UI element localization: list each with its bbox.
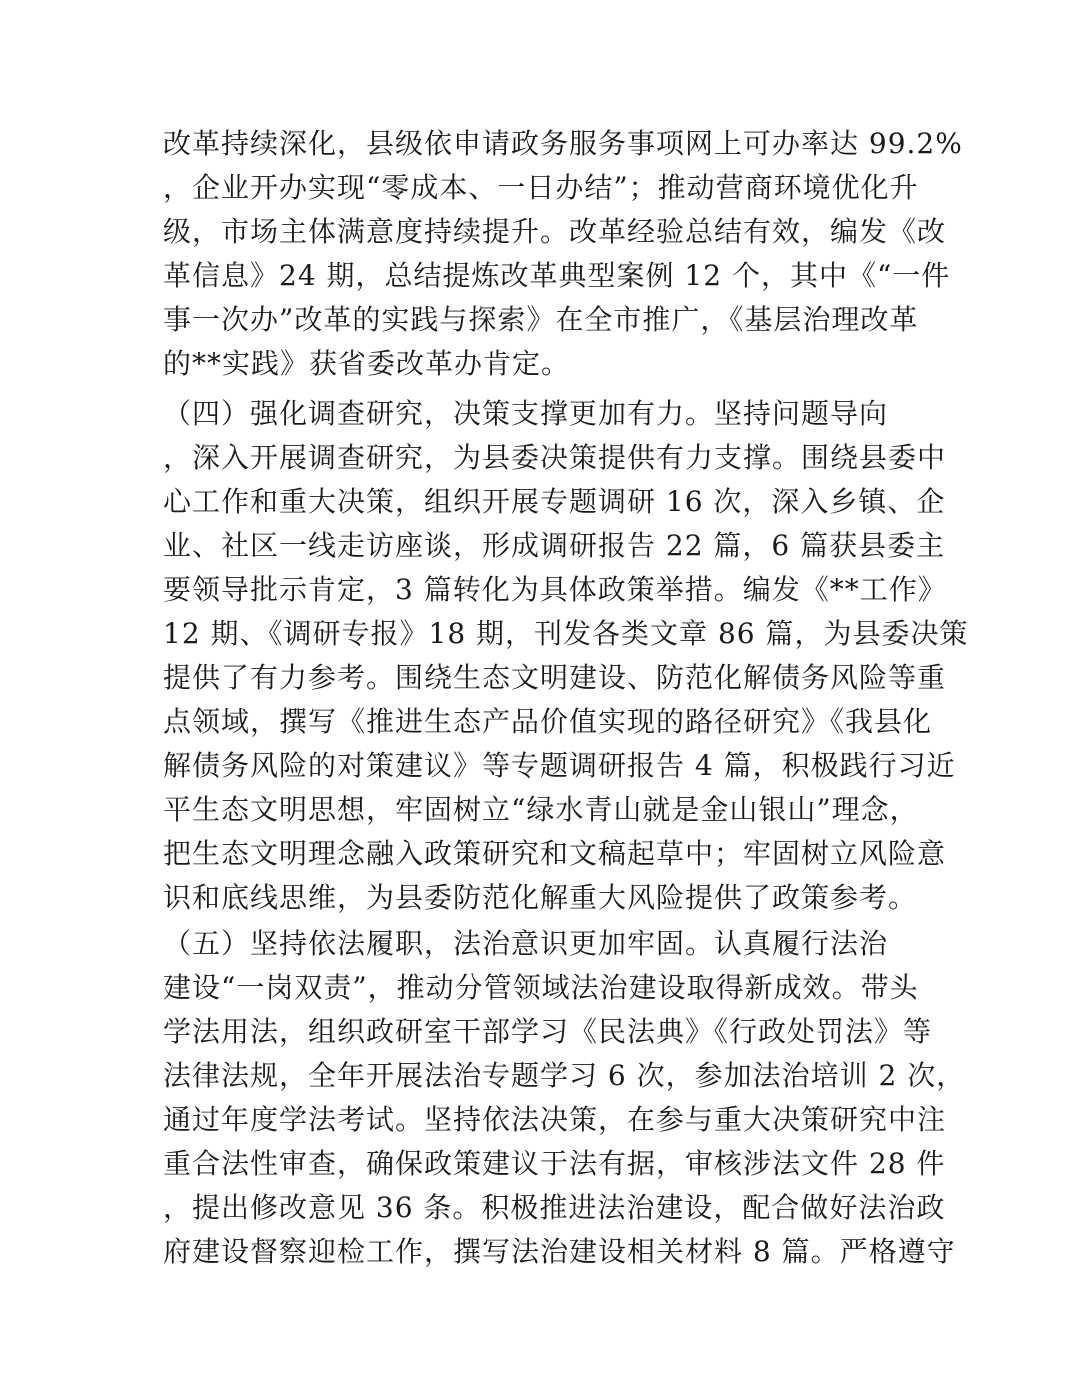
text-line: 建设“一岗双责”，推动分管领域法治建设取得新成效。带头 — [163, 971, 919, 1004]
text-line: 平生态文明思想，牢固树立“绿水青山就是金山银山”理念， — [163, 793, 919, 826]
text-line: 解债务风险的对策建议》等专题调研报告 4 篇，积极践行习近 — [163, 749, 956, 782]
text-line: （五）坚持依法履职，法治意识更加牢固。认真履行法治 — [163, 927, 889, 960]
text-line: ，提出修改意见 36 条。积极推进法治建设，配合做好法治政 — [163, 1191, 946, 1224]
paragraph-research — [163, 392, 969, 920]
text-line: 心工作和重大决策，组织开展专题调研 16 次，深入乡镇、企 — [163, 485, 946, 518]
text-line: 重合法性审查，确保政策建议于法有据，审核涉法文件 28 件 — [163, 1147, 946, 1180]
text-line: 识和底线思维，为县委防范化解重大风险提供了政策参考。 — [163, 881, 918, 914]
text-line: 革信息》24 期，总结提炼改革典型案例 12 个，其中《“一件 — [163, 259, 951, 292]
text-line: （四）强化调查研究，决策支撑更加有力。坚持问题导向 — [163, 397, 889, 430]
text-line: 改革持续深化，县级依申请政务服务事项网上可办率达 99.2% — [163, 127, 963, 160]
text-line: 通过年度学法考试。坚持依法决策，在参与重大决策研究中注 — [163, 1103, 947, 1136]
text-line: 事一次办”改革的实践与探索》在全市推广，《基层治理改革 — [163, 303, 919, 336]
text-line: ，深入开展调查研究，为县委决策提供有力支撑。围绕县委中 — [163, 441, 947, 474]
text-line: 提供了有力参考。围绕生态文明建设、防范化解债务风险等重 — [163, 661, 947, 694]
text-line: 法律法规，全年开展法治专题学习 6 次，参加法治培训 2 次， — [163, 1059, 966, 1092]
text-line: 业、社区一线走访座谈，形成调研报告 22 篇，6 篇获县委主 — [163, 529, 946, 562]
text-line: 12 期、《调研专报》18 期，刊发各类文章 86 篇，为县委决策 — [163, 617, 969, 650]
text-line: 把生态文明理念融入政策研究和文稿起草中；牢固树立风险意 — [163, 837, 947, 870]
text-line: 学法用法，组织政研室干部学习《民法典》《行政处罚法》等 — [163, 1015, 933, 1048]
paragraph-reform — [163, 122, 963, 386]
text-line: 要领导批示肯定，3 篇转化为具体政策举措。编发《**工作》 — [163, 573, 947, 606]
text-line: 的**实践》获省委改革办肯定。 — [163, 347, 571, 380]
text-line: 点领域，撰写《推进生态产品价值实现的路径研究》《我县化 — [163, 705, 933, 738]
text-line: 府建设督察迎检工作，撰写法治建设相关材料 8 篇。严格遵守 — [163, 1235, 956, 1268]
text-line: 级，市场主体满意度持续提升。改革经验总结有效，编发《改 — [163, 215, 947, 248]
text-line: ，企业开办实现“零成本、一日办结”；推动营商环境优化升 — [163, 171, 919, 204]
paragraph-rule-of-law — [163, 922, 966, 1274]
